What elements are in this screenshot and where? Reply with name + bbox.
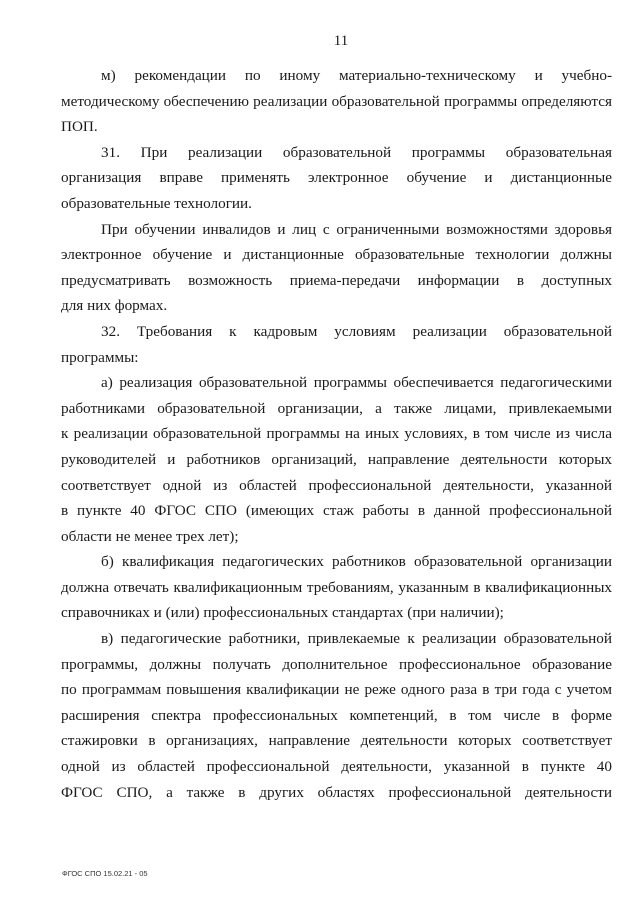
text-line: в пункте 40 ФГОС СПО (имеющих стаж работы в данной профессиональной [61, 502, 612, 520]
text-line: 31. При реализации образовательной программы образовательная [101, 143, 612, 161]
text-line: одной из областей профессиональной деятельности, указанной в пункте 40 [61, 758, 612, 776]
text-line: программы: [61, 348, 139, 366]
text-line: работниками образовательной организации, а также лицами, привлекаемыми [61, 399, 612, 417]
paragraph-disabled-persons [61, 217, 612, 319]
text-line: расширения спектра профессиональных компетенций, в том числе в форме [61, 706, 612, 724]
text-line: области не менее трех лет); [61, 527, 239, 545]
text-line: для них формах. [61, 297, 168, 315]
text-line: 32. Требования к кадровым условиям реализации образовательной [101, 322, 612, 340]
text-line: м) рекомендации по иному материально-техническому и учебно- [101, 67, 612, 84]
document-body [61, 63, 612, 805]
text-line: б) квалификация педагогических работников образовательной организации [101, 553, 612, 571]
paragraph-item-a [61, 370, 612, 549]
text-line: в) педагогические работники, привлекаемые к реализации образовательной [101, 630, 612, 648]
text-line: При обучении инвалидов и лиц с ограниченными возможностями здоровья [101, 220, 612, 238]
text-line: методическому обеспечению реализации образовательной программы определяются [61, 92, 612, 110]
text-line: ФГОС СПО, а также в других областях профессиональной деятельности [61, 783, 612, 801]
paragraph-item-b [61, 549, 612, 626]
text-line: а) реализация образовательной программы обеспечивается педагогическими [101, 374, 612, 392]
document-footer-code: ФГОС СПО 15.02.21 - 05 [62, 869, 148, 878]
text-line: соответствует одной из областей профессиональной деятельности, указанной [61, 476, 612, 494]
text-line: по программам повышения квалификации не реже одного раза в три года с учетом [61, 681, 612, 699]
paragraph-32 [61, 319, 612, 370]
text-line: справочниках и (или) профессиональных стандартах (при наличии); [61, 604, 504, 622]
paragraph-item-v [61, 626, 612, 805]
text-line: программы, должны получать дополнительное профессиональное образование [61, 655, 612, 673]
paragraph-31 [61, 140, 612, 217]
text-line: должна отвечать квалификационным требованиям, указанным в квалификационных [61, 578, 612, 596]
text-line: электронное обучение и дистанционные образовательные технологии должны [61, 246, 612, 264]
text-line: руководителей и работников организаций, направление деятельности которых [61, 450, 612, 468]
text-line: ПОП. [61, 118, 98, 136]
paragraph-item-m [61, 63, 612, 140]
text-line: к реализации образовательной программы на иных условиях, в том числе из числа [61, 425, 612, 443]
text-line: предусматривать возможность приема-передачи информации в доступных [61, 271, 612, 289]
text-line: организация вправе применять электронное обучение и дистанционные [61, 169, 612, 187]
text-line: стажировки в организациях, направление деятельности которых соответствует [61, 732, 612, 750]
page-number: 11 [333, 33, 349, 49]
text-line: образовательные технологии. [61, 194, 252, 212]
